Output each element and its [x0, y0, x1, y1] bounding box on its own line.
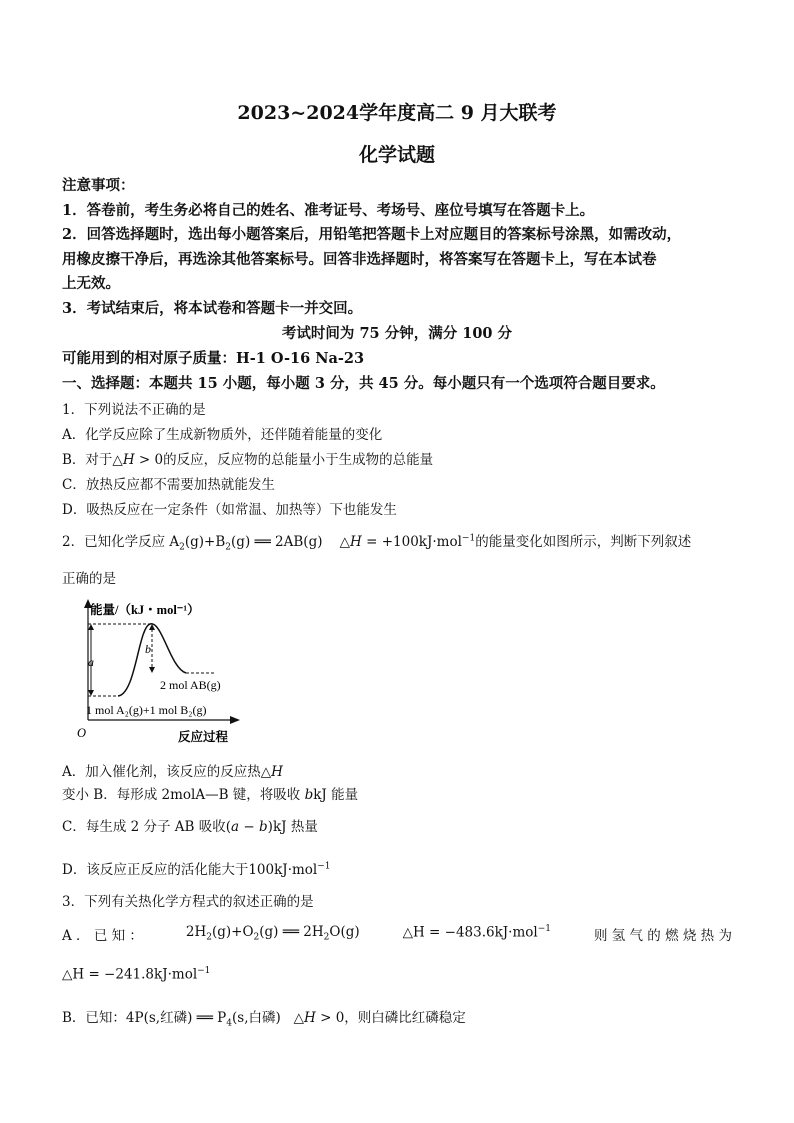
q1-option-c: C．放热反应都不需要加热就能发生 — [62, 477, 275, 493]
q1-b-prefix: B．对于 — [62, 452, 113, 468]
q3-stem: 3．下列有关热化学方程式的叙述正确的是 — [62, 894, 314, 910]
q3-a-line2-text: △H = −241.8kJ·mol — [62, 966, 198, 983]
q1-b-formula: △H > 0 — [112, 452, 164, 468]
product-label: 2 mol AB(g) — [160, 678, 221, 692]
x-axis-arrow — [230, 716, 240, 724]
q2-d-value: 100kJ·mol — [248, 862, 318, 878]
q3-a-dh: △H = −483.6kJ·mol$^{-1}$ — [402, 924, 551, 941]
q1-option-d: D．吸热反应在一定条件（如常温、加热等）下也能发生 — [62, 502, 397, 518]
q2-c-formula: (a − b) — [225, 819, 273, 835]
q2-b-text: 变小 B．每形成 2molA—B 键，将吸收 — [62, 787, 305, 803]
arrow-a-bottom — [88, 690, 94, 696]
arrow-b-bottom — [149, 667, 155, 673]
arrow-a-top — [88, 624, 94, 630]
note-2-line3: 上无效。 — [62, 275, 120, 292]
q3-b-tail: ，则白磷比红磷稳定 — [344, 1010, 466, 1026]
q3-option-a-line2: △H = −241.8kJ·mol$^{-1}$ — [62, 966, 211, 983]
q3-a-tail: 则 氢 气 的 燃 烧 热 为 — [593, 928, 732, 944]
note-2-line2: 用橡皮擦干净后，再选涂其他答案标号。回答非选择题时，将答案写在答题卡上，写在本试卷 — [62, 251, 657, 268]
note-3: 3．考试结束后，将本试卷和答题卡一并交回。 — [62, 300, 363, 317]
q2-stem-prefix: 2．已知化学反应 — [62, 534, 166, 550]
q2-d-text: D．该反应正反应的活化能大于 — [62, 862, 249, 878]
energy-diagram — [74, 598, 249, 744]
note-2-line1: 2．回答选择题时，选出每小题答案后，用铅笔把答题卡上对应题目的答案标号涂黑，如需改动， — [62, 226, 682, 243]
q2-stem — [62, 530, 691, 553]
diagram-xlabel: 反应过程 — [178, 730, 229, 744]
q3-option-a — [62, 924, 732, 944]
q2-c-tail: kJ 热量 — [272, 819, 318, 835]
section-heading: 一、选择题：本题共 15 小题，每小题 3 分，共 45 分。每小题只有一个选项符合题目要求。 — [62, 375, 665, 392]
atomic-mass: 可能用到的相对原子质量：H-1 O-16 Na-23 — [62, 350, 365, 367]
diagram-origin: O — [77, 726, 87, 740]
q3-b-prefix: B．已知： — [62, 1010, 126, 1026]
q3-option-b — [62, 1006, 466, 1029]
q2-b-var: b — [304, 787, 314, 803]
exam-title: 2023~2024学年度高二 9 月大联考 — [237, 102, 557, 124]
q2-equation: $A_2(g)+B_2(g)$ ══ 2AB(g) △H = +100kJ·mol$^{-1}$ — [169, 533, 476, 553]
q2-a-var: H — [271, 764, 283, 780]
q2-d-exp: −1 — [317, 861, 331, 872]
q2-option-b — [62, 783, 358, 803]
q2-stem-line2: 正确的是 — [62, 571, 116, 587]
q2-option-a — [62, 760, 283, 780]
q2-a-text: A．加入催化剂，该反应的反应热△ — [62, 764, 272, 780]
q2-option-c — [62, 815, 318, 835]
label-a: a — [88, 655, 94, 669]
exam-subject: 化学试题 — [358, 144, 435, 166]
q1-stem: 1．下列说法不正确的是 — [62, 402, 206, 418]
q2-b-tail: kJ 能量 — [313, 787, 359, 803]
q3-a-prefix: A ． 已 知 ： — [62, 928, 143, 944]
q1-option-b — [62, 448, 433, 468]
q3-a-dh-text: △H = −483.6kJ·mol — [402, 924, 538, 941]
q1-b-suffix: 的反应，反应物的总能量小于生成物的总能量 — [163, 452, 434, 468]
note-1: 1．答卷前，考生务必将自己的姓名、准考证号、考场号、座位号填写在答题卡上。 — [62, 202, 595, 219]
reactant-label: 1 mol A₂(g)+1 mol B₂(g) — [86, 703, 207, 717]
q1-option-a: A．化学反应除了生成新物质外，还伴随着能量的变化 — [62, 427, 383, 443]
exam-time: 考试时间为 75 分钟，满分 100 分 — [281, 325, 513, 342]
q3-b-equation: 4P(s,红磷) ══ $P_4(s$,白磷) △H > 0 — [125, 1010, 345, 1029]
label-b: b — [145, 642, 151, 656]
q3-a-equation: $2H_2(g)+O_2(g)$ ══ $2H_2O(g)$ — [185, 924, 360, 943]
q2-stem-suffix: 的能量变化如图所示，判断下列叙述 — [475, 534, 692, 550]
q2-option-d — [62, 858, 331, 878]
diagram-ylabel: 能量/（kJ・mol⁻¹） — [90, 603, 200, 617]
notes-heading: 注意事项： — [62, 177, 135, 194]
q2-c-text: C．每生成 2 分子 AB 吸收 — [62, 819, 226, 835]
